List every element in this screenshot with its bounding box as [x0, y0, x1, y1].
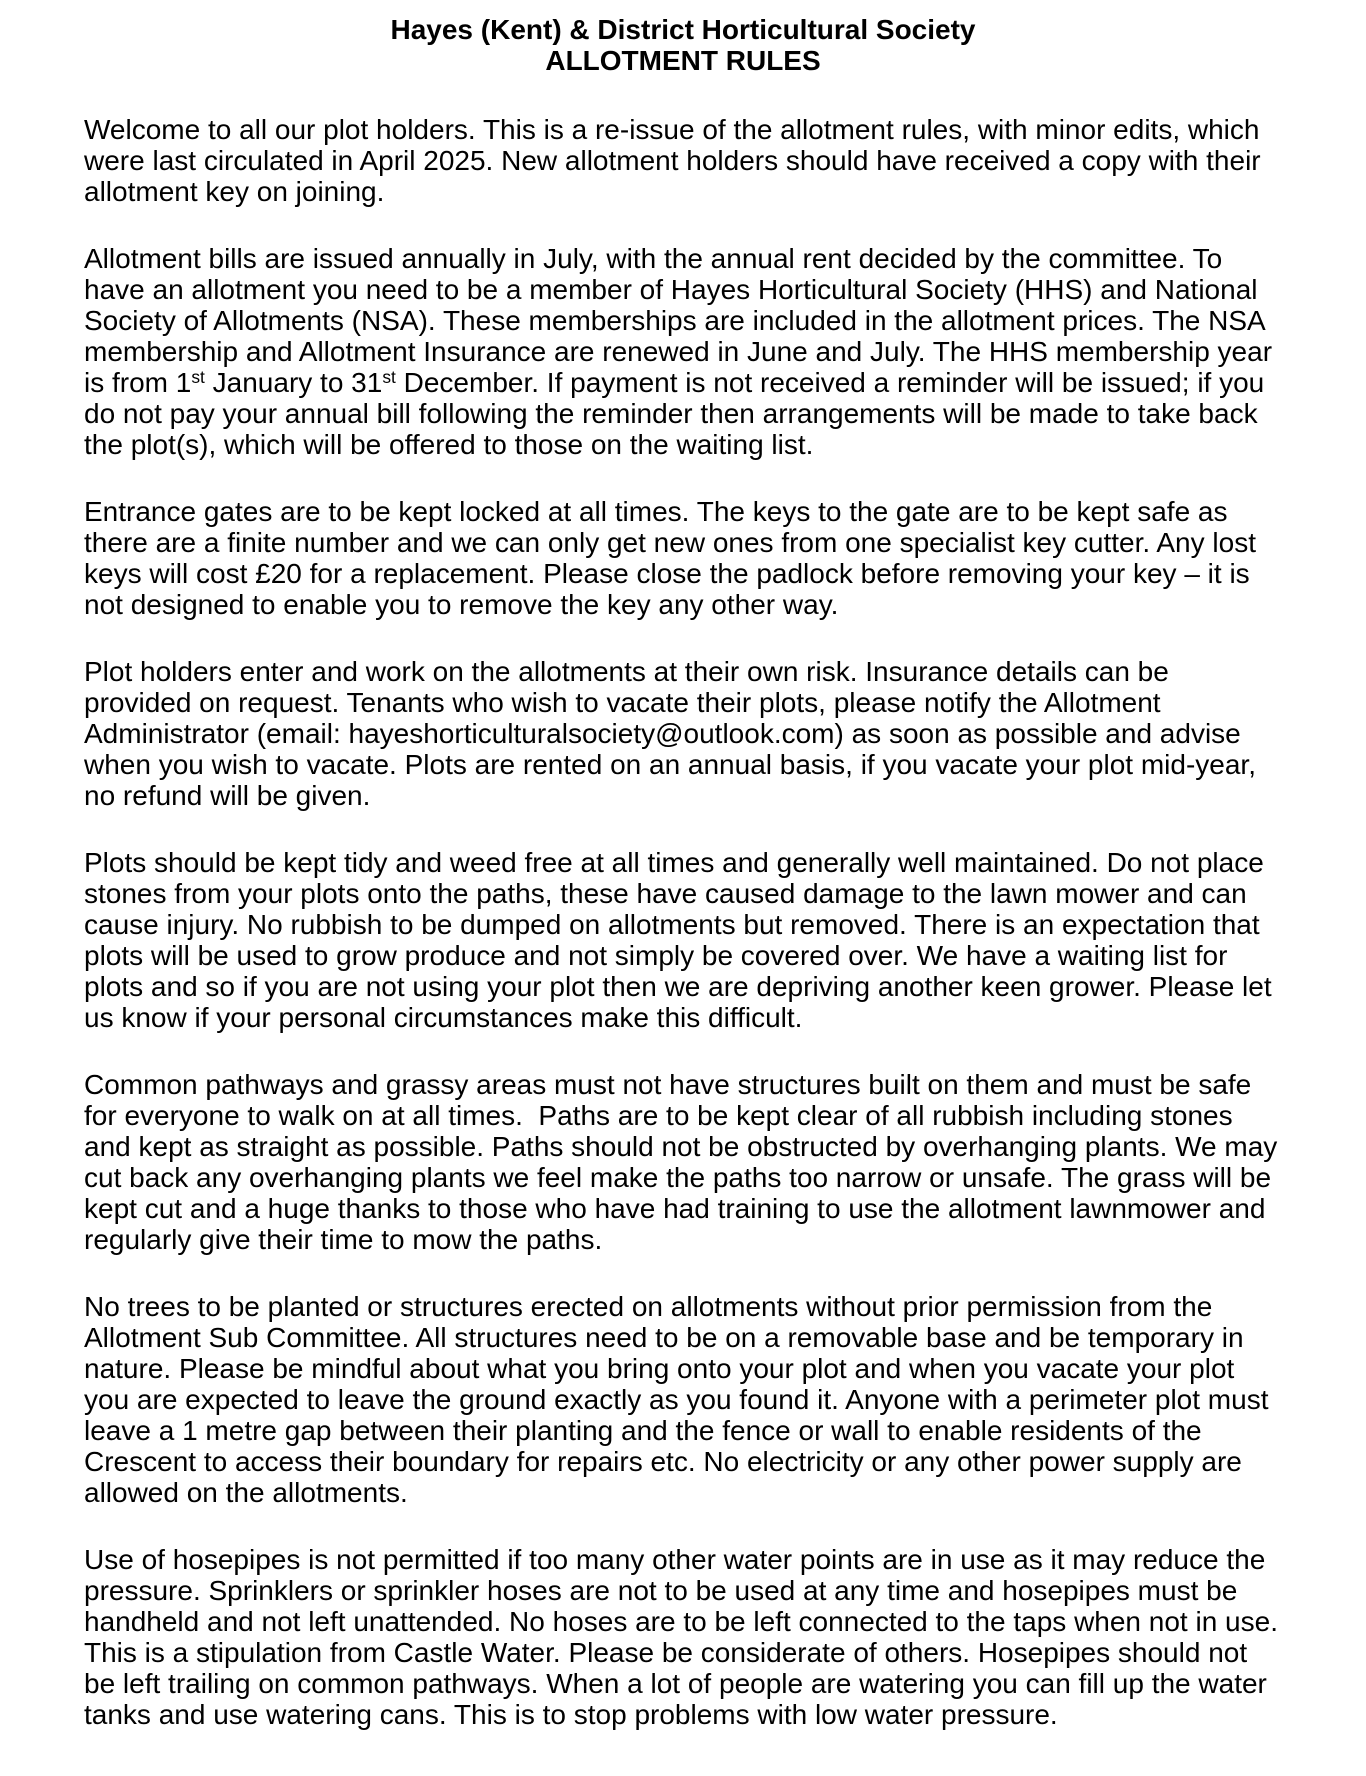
- document-header: [84, 14, 1282, 76]
- paragraph-billing-part3: December. If payment is not received a reminder will be issued; if you do not pay your annual bill following the reminder then arrangements will be made to take back the plot(s), which will be offered to those on the waiting list.: [84, 367, 1273, 460]
- paragraph-structures: No trees to be planted or structures erected on allotments without prior permission from the Allotment Sub Committee. All structures need to be on a removable base and be temporary in nature. Please be mindful about what you bring onto your plot and when you vacate your plot you are expected to leave the ground exactly as you found it. Anyone with a perimeter plot must leave a 1 metre gap between their planting and the fence or wall to enable residents of the Crescent to access their boundary for repairs etc. No electricity or any other power supply are allowed on the allotments.: [84, 1291, 1277, 1508]
- paragraph-hosepipes: Use of hosepipes is not permitted if too many other water points are in use as it may reduce the pressure. Sprinklers or sprinkler hoses are not to be used at any time and hosepipes must be handheld and not left unattended. No hoses are to be left connected to the taps when not in use. This is a stipulation from Castle Water. Please be considerate of others. Hosepipes should not be left trailing on common pathways. When a lot of people are watering you can fill up the water tanks and use watering cans. This is to stop problems with low water pressure.: [84, 1544, 1286, 1730]
- paragraph-gates: Entrance gates are to be kept locked at all times. The keys to the gate are to be kept safe as there are a finite number and we can only get new ones from one specialist key cutter. Any lost keys will cost £20 for a replacement. Please close the padlock before removing your key – it is not designed to enable you to remove the key any other way.: [84, 496, 1264, 620]
- paragraph-billing-part1: Allotment bills are issued annually in July, with the annual rent decided by the committee. To have an allotment you need to be a member of Hayes Horticultural Society (HHS) and National Society of Allotments (NSA). These memberships are included in the allotment prices. The NSA membership and Allotment Insurance are renewed in June and July. The HHS membership year is from 1: [84, 243, 1280, 398]
- paragraph-billing-part2: January to 31: [204, 367, 383, 398]
- document-title: Hayes (Kent) & District Horticultural Society: [390, 14, 976, 45]
- document-subtitle: ALLOTMENT RULES: [545, 45, 821, 76]
- paragraph-liability: Plot holders enter and work on the allotments at their own risk. Insurance details can be provided on request. Tenants who wish to vacate their plots, please notify the Allotment Administrator (email: hayeshorticulturalsociety@outlook.com) as soon as possible and advise when you wish to vacate. Plots are rented on an annual basis, if you vacate your plot mid-year, no refund will be given.: [84, 656, 1264, 811]
- ordinal-superscript: st: [382, 367, 396, 388]
- document-body: [84, 114, 1286, 1730]
- ordinal-superscript: st: [191, 367, 205, 388]
- paragraph-pathways: Common pathways and grassy areas must not have structures built on them and must be safe for everyone to walk on at all times. Paths are to be kept clear of all rubbish including stones and kept as straight as possible. Paths should not be obstructed by overhanging plants. We may cut back any overhanging plants we feel make the paths too narrow or unsafe. The grass will be kept cut and a huge thanks to those who have had training to use the allotment lawnmower and regularly give their time to mow the paths.: [84, 1069, 1286, 1255]
- paragraph-welcome: Welcome to all our plot holders. This is a re-issue of the allotment rules, with minor edits, which were last circulated in April 2025. New allotment holders should have received a copy with their allotment key on joining.: [84, 114, 1269, 207]
- paragraph-plot-upkeep: Plots should be kept tidy and weed free at all times and generally well maintained. Do not place stones from your plots onto the paths, these have caused damage to the lawn mower and can cause injury. No rubbish to be dumped on allotments but removed. There is an expectation that plots will be used to grow produce and not simply be covered over. We have a waiting list for plots and so if you are not using your plot then we are depriving another keen grower. Please let us know if your personal circumstances make this difficult.: [84, 847, 1280, 1033]
- paragraph-billing: [84, 243, 1282, 460]
